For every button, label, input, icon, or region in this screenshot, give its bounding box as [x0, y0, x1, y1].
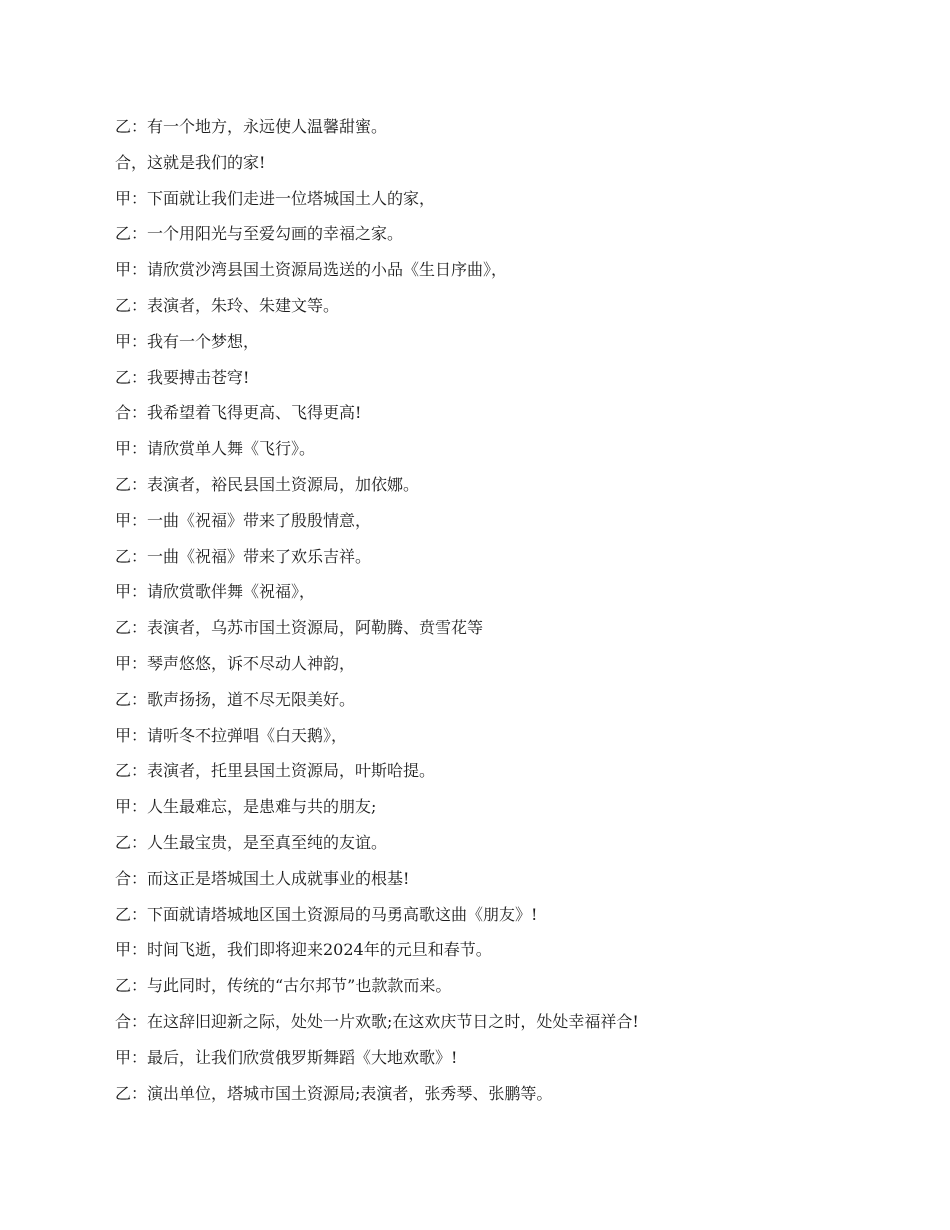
script-line: 合：我希望着飞得更高、飞得更高! [115, 403, 362, 423]
script-line: 甲：下面就让我们走进一位塔城国土人的家， [115, 188, 436, 208]
script-line: 乙：一个用阳光与至爱勾画的幸福之家。 [115, 224, 404, 244]
script-line: 甲：时间飞逝，我们即将迎来2024年的元旦和春节。 [115, 940, 492, 960]
script-line: 乙：下面就请塔城地区国土资源局的马勇高歌这曲《朋友》! [115, 904, 538, 924]
script-line: 甲：一曲《祝福》带来了殷殷情意， [115, 510, 372, 530]
script-line: 乙：我要搏击苍穹! [115, 367, 250, 387]
script-line: 乙：与此同时，传统的“古尔邦节”也款款而来。 [115, 976, 452, 996]
script-line: 甲：人生最难忘，是患难与共的朋友; [115, 797, 377, 817]
script-line: 乙：表演者，裕民县国土资源局，加依娜。 [115, 474, 420, 494]
script-line: 合：而这正是塔城国土人成就事业的根基! [115, 868, 410, 888]
script-line: 甲：请欣赏沙湾县国土资源局选送的小品《生日序曲》， [115, 260, 508, 280]
script-line: 乙：表演者，朱玲、朱建文等。 [115, 295, 340, 315]
script-line: 乙：歌声扬扬，道不尽无限美好。 [115, 689, 356, 709]
script-line: 甲：最后，让我们欣赏俄罗斯舞蹈《大地欢歌》! [115, 1047, 458, 1067]
script-line: 甲：请听冬不拉弹唱《白天鹅》， [115, 725, 348, 745]
script-line: 乙：表演者，托里县国土资源局，叶斯哈提。 [115, 761, 436, 781]
script-line: 甲：请欣赏单人舞《飞行》。 [115, 439, 316, 459]
script-line: 乙：有一个地方，永远使人温馨甜蜜。 [115, 117, 388, 136]
script-line: 甲：请欣赏歌伴舞《祝福》， [115, 582, 316, 602]
script-line: 乙：一曲《祝福》带来了欢乐吉祥。 [115, 546, 372, 566]
script-line: 甲：琴声悠悠，诉不尽动人神韵， [115, 653, 356, 673]
script-line: 乙：表演者，乌苏市国土资源局，阿勒腾、贲雪花等 [115, 618, 484, 638]
script-line: 合：在这辞旧迎新之际，处处一片欢歌;在这欢庆节日之时，处处幸福祥合! [115, 1011, 639, 1031]
script-line: 合，这就是我们的家! [115, 152, 266, 172]
script-line: 乙：演出单位，塔城市国土资源局;表演者，张秀琴、张鹏等。 [115, 1083, 553, 1103]
script-line: 甲：我有一个梦想， [115, 331, 260, 351]
script-line: 乙：人生最宝贵，是至真至纯的友谊。 [115, 832, 388, 852]
script-text-block [115, 109, 915, 1111]
